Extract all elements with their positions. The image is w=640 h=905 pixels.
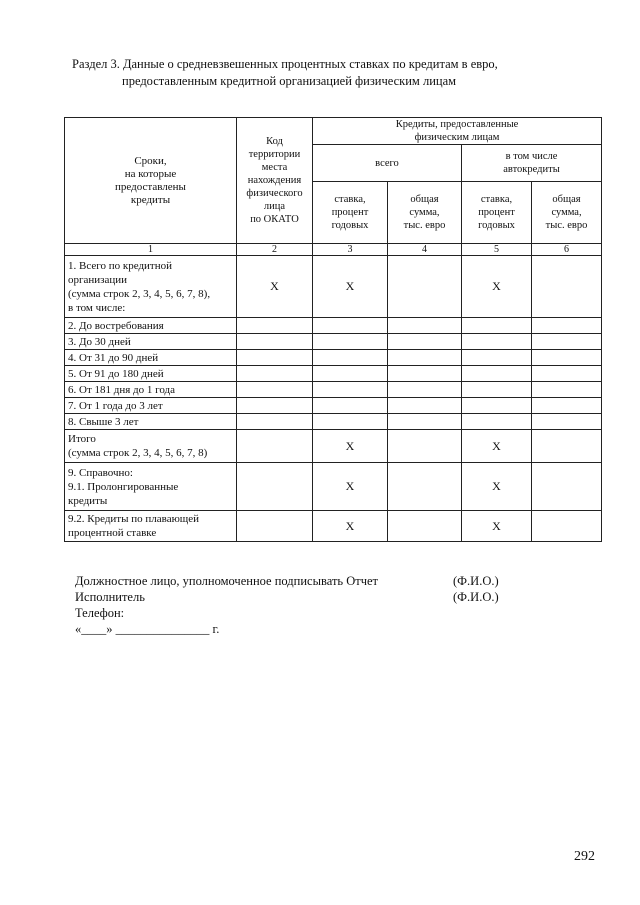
header-sum-auto: общая сумма, тыс. евро <box>532 182 602 244</box>
row-label: 2. До востребования <box>65 318 237 334</box>
table-cell <box>388 414 462 430</box>
header-sum-total: общая сумма, тыс. евро <box>388 182 462 244</box>
column-number: 4 <box>388 244 462 256</box>
date-line: «____» _______________ г. <box>75 622 220 636</box>
table-cell: Х <box>462 256 532 318</box>
section-title-line2: предоставленным кредитной организацией физическим лицам <box>122 74 457 88</box>
table-cell <box>462 366 532 382</box>
table-cell <box>388 334 462 350</box>
row-label: 1. Всего по кредитной организации (сумма строк 2, 3, 4, 5, 6, 7, 8), в том числе: <box>65 256 237 318</box>
header-okato-code: Код территории места нахождения физического лица по ОКАТО <box>237 118 313 244</box>
table-cell: Х <box>462 430 532 463</box>
table-cell <box>388 511 462 542</box>
table-cell <box>532 382 602 398</box>
phone-label: Телефон: <box>75 606 125 620</box>
table-row <box>65 511 602 542</box>
table-cell: Х <box>462 511 532 542</box>
column-number: 5 <box>462 244 532 256</box>
row-label: 9.2. Кредиты по плавающей процентной ставке <box>65 511 237 542</box>
executor-label: Исполнитель <box>75 590 145 604</box>
row-label: 6. От 181 дня до 1 года <box>65 382 237 398</box>
header-rate-auto: ставка, процент годовых <box>462 182 532 244</box>
fio-official: (Ф.И.О.) <box>453 574 499 588</box>
table-row <box>65 350 602 366</box>
table-cell <box>532 366 602 382</box>
table-cell: Х <box>313 430 388 463</box>
table-row <box>65 256 602 318</box>
table-cell <box>388 350 462 366</box>
table-cell: Х <box>313 511 388 542</box>
table-cell <box>388 256 462 318</box>
table-cell <box>532 463 602 511</box>
row-label: 5. От 91 до 180 дней <box>65 366 237 382</box>
table-cell <box>388 382 462 398</box>
table-cell <box>313 366 388 382</box>
row-label: Итого (сумма строк 2, 3, 4, 5, 6, 7, 8) <box>65 430 237 463</box>
table-row <box>65 398 602 414</box>
table-cell <box>313 414 388 430</box>
table-row <box>65 334 602 350</box>
header-rate-total: ставка, процент годовых <box>313 182 388 244</box>
table-cell <box>237 463 313 511</box>
column-number: 1 <box>65 244 237 256</box>
column-number: 2 <box>237 244 313 256</box>
table-row <box>65 414 602 430</box>
section-title-line1: Раздел 3. Данные о средневзвешенных процентных ставках по кредитам в евро, <box>72 57 498 71</box>
table-cell <box>313 382 388 398</box>
table-row <box>65 318 602 334</box>
table-cell <box>462 398 532 414</box>
page-number: 292 <box>574 849 595 864</box>
table-cell <box>313 398 388 414</box>
table-row <box>65 366 602 382</box>
table-cell <box>313 318 388 334</box>
table-cell <box>388 463 462 511</box>
row-label: 4. От 31 до 90 дней <box>65 350 237 366</box>
row-label: 8. Свыше 3 лет <box>65 414 237 430</box>
table-cell <box>237 430 313 463</box>
table-cell <box>532 334 602 350</box>
table-row <box>65 463 602 511</box>
table-cell <box>388 318 462 334</box>
table-cell <box>237 511 313 542</box>
table-cell <box>532 256 602 318</box>
header-total: всего <box>313 145 462 182</box>
table-cell <box>532 350 602 366</box>
table-cell <box>462 350 532 366</box>
table-cell <box>237 334 313 350</box>
table-cell: Х <box>313 463 388 511</box>
header-auto-loans: в том числе автокредиты <box>462 145 602 182</box>
table-cell <box>237 318 313 334</box>
table-cell <box>532 398 602 414</box>
table-cell <box>462 382 532 398</box>
table-cell <box>532 318 602 334</box>
table-cell <box>462 318 532 334</box>
header-term: Сроки, на которые предоставлены кредиты <box>65 118 237 244</box>
table-row <box>65 430 602 463</box>
table-cell <box>237 350 313 366</box>
table-cell <box>388 398 462 414</box>
table-cell <box>237 366 313 382</box>
table-cell <box>388 366 462 382</box>
table-cell: Х <box>462 463 532 511</box>
table-cell <box>237 382 313 398</box>
table-row <box>65 382 602 398</box>
table-cell <box>313 334 388 350</box>
row-label: 7. От 1 года до 3 лет <box>65 398 237 414</box>
official-signature-label: Должностное лицо, уполномоченное подписывать Отчет <box>75 574 379 588</box>
table-cell <box>532 511 602 542</box>
table-cell <box>532 414 602 430</box>
table-cell: Х <box>313 256 388 318</box>
table-cell <box>462 334 532 350</box>
table-cell <box>237 398 313 414</box>
column-numbers-row <box>65 244 602 256</box>
fio-executor: (Ф.И.О.) <box>453 590 499 604</box>
table-cell <box>388 430 462 463</box>
column-number: 6 <box>532 244 602 256</box>
table-cell <box>462 414 532 430</box>
rates-table <box>64 117 602 542</box>
column-number: 3 <box>313 244 388 256</box>
table-cell: Х <box>237 256 313 318</box>
table-cell <box>313 350 388 366</box>
table-cell <box>237 414 313 430</box>
table-cell <box>532 430 602 463</box>
row-label: 3. До 30 дней <box>65 334 237 350</box>
header-credits: Кредиты, предоставленные физическим лицам <box>313 118 602 145</box>
row-label: 9. Справочно: 9.1. Пролонгированные кредиты <box>65 463 237 511</box>
